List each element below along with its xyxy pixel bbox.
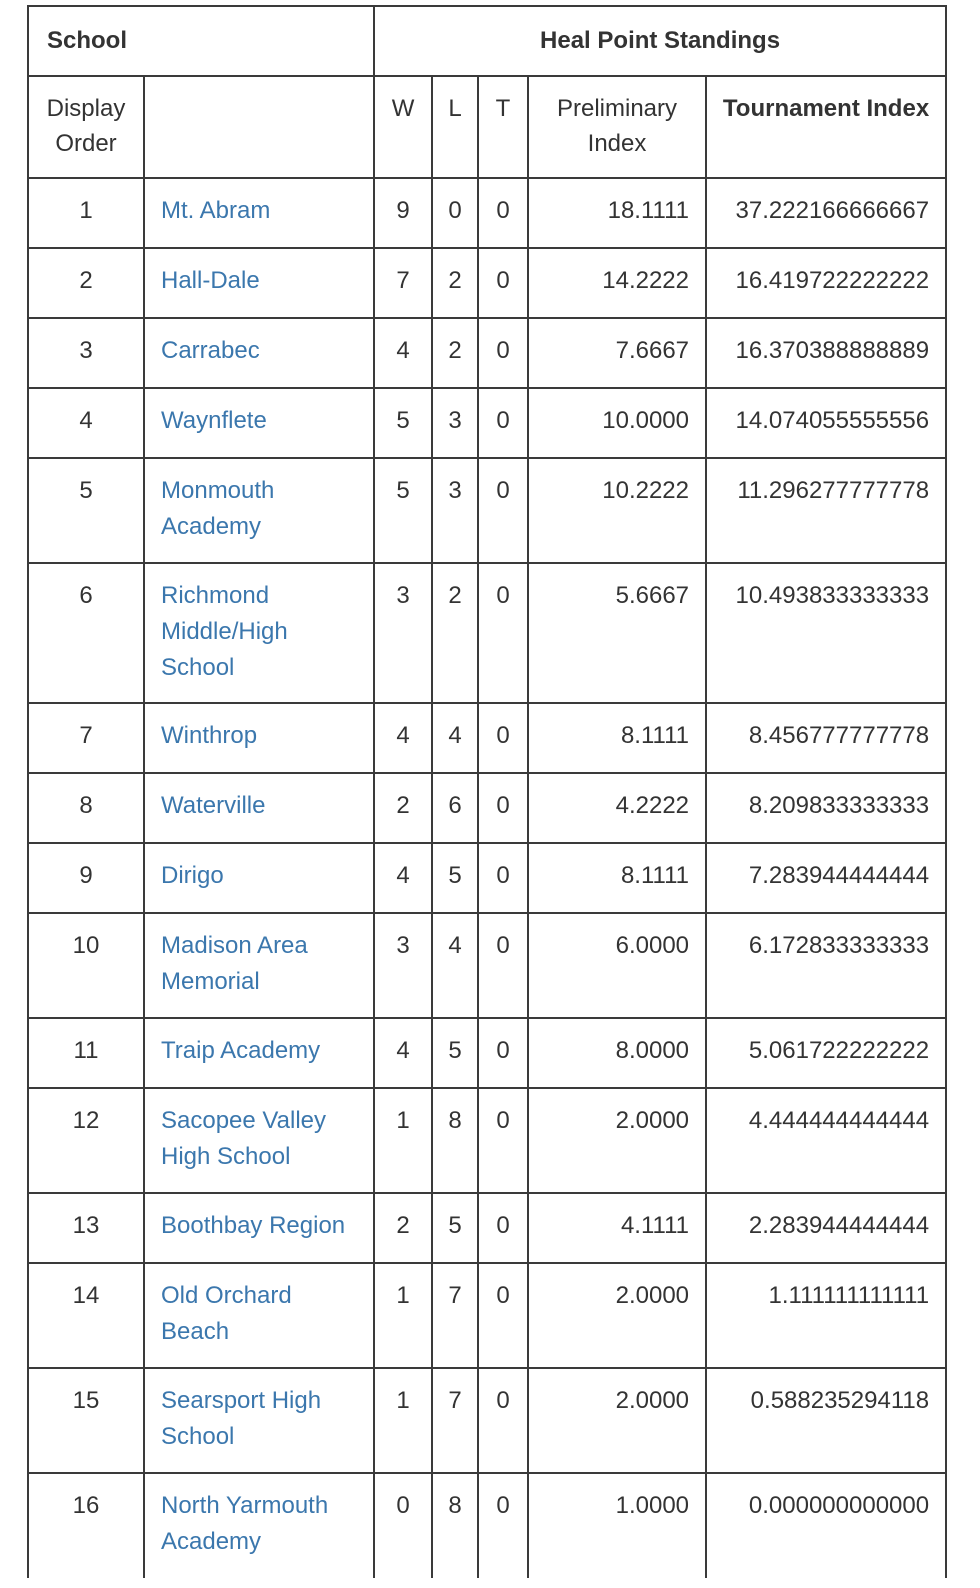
- ties-cell: 0: [478, 1088, 528, 1193]
- table-row: [28, 703, 946, 773]
- school-link[interactable]: Old Orchard Beach: [161, 1282, 292, 1345]
- display-order-cell: 7: [28, 703, 144, 773]
- school-link[interactable]: Monmouth Academy: [161, 477, 275, 540]
- school-name-cell: [144, 1018, 374, 1088]
- ties-cell: 0: [478, 248, 528, 318]
- header-row-columns: [28, 76, 946, 178]
- school-header: School: [28, 6, 374, 76]
- school-name-cell: [144, 913, 374, 1018]
- losses-cell: 2: [432, 248, 478, 318]
- ties-cell: 0: [478, 703, 528, 773]
- wins-cell: 4: [374, 703, 432, 773]
- ties-cell: 0: [478, 1473, 528, 1578]
- wins-cell: 1: [374, 1088, 432, 1193]
- school-name-cell: [144, 843, 374, 913]
- table-row: [28, 1193, 946, 1263]
- school-link[interactable]: Hall-Dale: [161, 267, 260, 294]
- losses-cell: 8: [432, 1473, 478, 1578]
- tournament-index-cell: 16.370388888889: [706, 318, 946, 388]
- tournament-index-cell: 10.493833333333: [706, 563, 946, 703]
- table-row: [28, 1368, 946, 1473]
- ties-header: T: [478, 76, 528, 178]
- preliminary-index-cell: 5.6667: [528, 563, 706, 703]
- table-row: [28, 1263, 946, 1368]
- tournament-index-cell: 4.444444444444: [706, 1088, 946, 1193]
- table-row: [28, 248, 946, 318]
- losses-cell: 2: [432, 318, 478, 388]
- wins-cell: 0: [374, 1473, 432, 1578]
- preliminary-index-cell: 4.2222: [528, 773, 706, 843]
- heal-point-standings-table: [27, 5, 947, 1578]
- school-link[interactable]: Madison Area Memorial: [161, 932, 308, 995]
- preliminary-index-cell: 6.0000: [528, 913, 706, 1018]
- table-row: [28, 458, 946, 563]
- wins-cell: 7: [374, 248, 432, 318]
- losses-header: L: [432, 76, 478, 178]
- school-name-cell: [144, 1088, 374, 1193]
- school-name-cell: [144, 1473, 374, 1578]
- losses-cell: 5: [432, 1018, 478, 1088]
- tournament-index-cell: 8.456777777778: [706, 703, 946, 773]
- school-link[interactable]: Dirigo: [161, 862, 224, 889]
- standings-header: Heal Point Standings: [374, 6, 946, 76]
- tournament-index-cell: 11.296277777778: [706, 458, 946, 563]
- losses-cell: 5: [432, 1193, 478, 1263]
- preliminary-index-cell: 14.2222: [528, 248, 706, 318]
- ties-cell: 0: [478, 1263, 528, 1368]
- school-name-cell: [144, 773, 374, 843]
- school-link[interactable]: Mt. Abram: [161, 197, 271, 224]
- losses-cell: 4: [432, 913, 478, 1018]
- preliminary-index-cell: 2.0000: [528, 1263, 706, 1368]
- school-name-cell: [144, 563, 374, 703]
- table-row: [28, 1018, 946, 1088]
- tournament-index-cell: 7.283944444444: [706, 843, 946, 913]
- tournament-index-cell: 2.283944444444: [706, 1193, 946, 1263]
- wins-cell: 4: [374, 843, 432, 913]
- preliminary-index-cell: 8.0000: [528, 1018, 706, 1088]
- school-link[interactable]: Boothbay Region: [161, 1212, 346, 1239]
- school-link[interactable]: Waynflete: [161, 407, 267, 434]
- preliminary-index-cell: 2.0000: [528, 1088, 706, 1193]
- display-order-cell: 13: [28, 1193, 144, 1263]
- display-order-cell: 10: [28, 913, 144, 1018]
- preliminary-index-cell: 8.1111: [528, 843, 706, 913]
- ties-cell: 0: [478, 458, 528, 563]
- losses-cell: 8: [432, 1088, 478, 1193]
- losses-cell: 6: [432, 773, 478, 843]
- display-order-cell: 1: [28, 178, 144, 248]
- preliminary-index-cell: 8.1111: [528, 703, 706, 773]
- school-link[interactable]: Sacopee Valley High School: [161, 1107, 326, 1170]
- display-order-cell: 6: [28, 563, 144, 703]
- tournament-index-cell: 6.172833333333: [706, 913, 946, 1018]
- table-row: [28, 1088, 946, 1193]
- school-name-cell: [144, 1193, 374, 1263]
- losses-cell: 7: [432, 1368, 478, 1473]
- tournament-index-cell: 16.419722222222: [706, 248, 946, 318]
- preliminary-index-cell: 18.1111: [528, 178, 706, 248]
- school-name-cell: [144, 388, 374, 458]
- preliminary-index-cell: 10.2222: [528, 458, 706, 563]
- school-name-header: [144, 76, 374, 178]
- tournament-index-header: Tournament Index: [706, 76, 946, 178]
- tournament-index-cell: 5.061722222222: [706, 1018, 946, 1088]
- wins-cell: 9: [374, 178, 432, 248]
- ties-cell: 0: [478, 178, 528, 248]
- tournament-index-cell: 0.588235294118: [706, 1368, 946, 1473]
- wins-cell: 2: [374, 1193, 432, 1263]
- school-name-cell: [144, 1368, 374, 1473]
- ties-cell: 0: [478, 388, 528, 458]
- display-order-cell: 5: [28, 458, 144, 563]
- preliminary-index-cell: 10.0000: [528, 388, 706, 458]
- display-order-cell: 2: [28, 248, 144, 318]
- preliminary-index-cell: 4.1111: [528, 1193, 706, 1263]
- table-row: [28, 913, 946, 1018]
- wins-header: W: [374, 76, 432, 178]
- school-link[interactable]: Searsport High School: [161, 1387, 322, 1450]
- school-link[interactable]: Richmond Middle/High School: [161, 582, 288, 681]
- ties-cell: 0: [478, 318, 528, 388]
- table-row: [28, 843, 946, 913]
- preliminary-index-cell: 7.6667: [528, 318, 706, 388]
- table-row: [28, 773, 946, 843]
- wins-cell: 3: [374, 563, 432, 703]
- preliminary-index-cell: 2.0000: [528, 1368, 706, 1473]
- school-link[interactable]: North Yarmouth Academy: [161, 1492, 329, 1555]
- display-order-cell: 4: [28, 388, 144, 458]
- display-order-cell: 11: [28, 1018, 144, 1088]
- school-name-cell: [144, 703, 374, 773]
- header-row-top: [28, 6, 946, 76]
- ties-cell: 0: [478, 1018, 528, 1088]
- wins-cell: 4: [374, 318, 432, 388]
- wins-cell: 5: [374, 388, 432, 458]
- losses-cell: 0: [432, 178, 478, 248]
- display-order-header: Display Order: [28, 76, 144, 178]
- ties-cell: 0: [478, 773, 528, 843]
- display-order-cell: 15: [28, 1368, 144, 1473]
- school-link[interactable]: Waterville: [161, 792, 266, 819]
- ties-cell: 0: [478, 843, 528, 913]
- ties-cell: 0: [478, 1368, 528, 1473]
- display-order-cell: 9: [28, 843, 144, 913]
- preliminary-index-header: Preliminary Index: [528, 76, 706, 178]
- losses-cell: 2: [432, 563, 478, 703]
- tournament-index-cell: 14.074055555556: [706, 388, 946, 458]
- school-name-cell: [144, 318, 374, 388]
- losses-cell: 4: [432, 703, 478, 773]
- losses-cell: 7: [432, 1263, 478, 1368]
- school-link[interactable]: Carrabec: [161, 337, 260, 364]
- display-order-cell: 3: [28, 318, 144, 388]
- tournament-index-cell: 8.209833333333: [706, 773, 946, 843]
- wins-cell: 4: [374, 1018, 432, 1088]
- display-order-cell: 12: [28, 1088, 144, 1193]
- ties-cell: 0: [478, 913, 528, 1018]
- school-name-cell: [144, 458, 374, 563]
- standings-container: [27, 5, 945, 1578]
- ties-cell: 0: [478, 563, 528, 703]
- display-order-cell: 16: [28, 1473, 144, 1578]
- table-row: [28, 388, 946, 458]
- display-order-cell: 8: [28, 773, 144, 843]
- table-row: [28, 318, 946, 388]
- wins-cell: 1: [374, 1263, 432, 1368]
- table-row: [28, 178, 946, 248]
- losses-cell: 3: [432, 458, 478, 563]
- tournament-index-cell: 1.111111111111: [706, 1263, 946, 1368]
- school-link[interactable]: Winthrop: [161, 722, 258, 749]
- school-name-cell: [144, 248, 374, 318]
- school-name-cell: [144, 1263, 374, 1368]
- school-link[interactable]: Traip Academy: [161, 1037, 321, 1064]
- losses-cell: 3: [432, 388, 478, 458]
- wins-cell: 3: [374, 913, 432, 1018]
- preliminary-index-cell: 1.0000: [528, 1473, 706, 1578]
- losses-cell: 5: [432, 843, 478, 913]
- wins-cell: 5: [374, 458, 432, 563]
- school-name-cell: [144, 178, 374, 248]
- table-row: [28, 563, 946, 703]
- wins-cell: 1: [374, 1368, 432, 1473]
- display-order-cell: 14: [28, 1263, 144, 1368]
- tournament-index-cell: 0.000000000000: [706, 1473, 946, 1578]
- tournament-index-cell: 37.222166666667: [706, 178, 946, 248]
- table-row: [28, 1473, 946, 1578]
- ties-cell: 0: [478, 1193, 528, 1263]
- wins-cell: 2: [374, 773, 432, 843]
